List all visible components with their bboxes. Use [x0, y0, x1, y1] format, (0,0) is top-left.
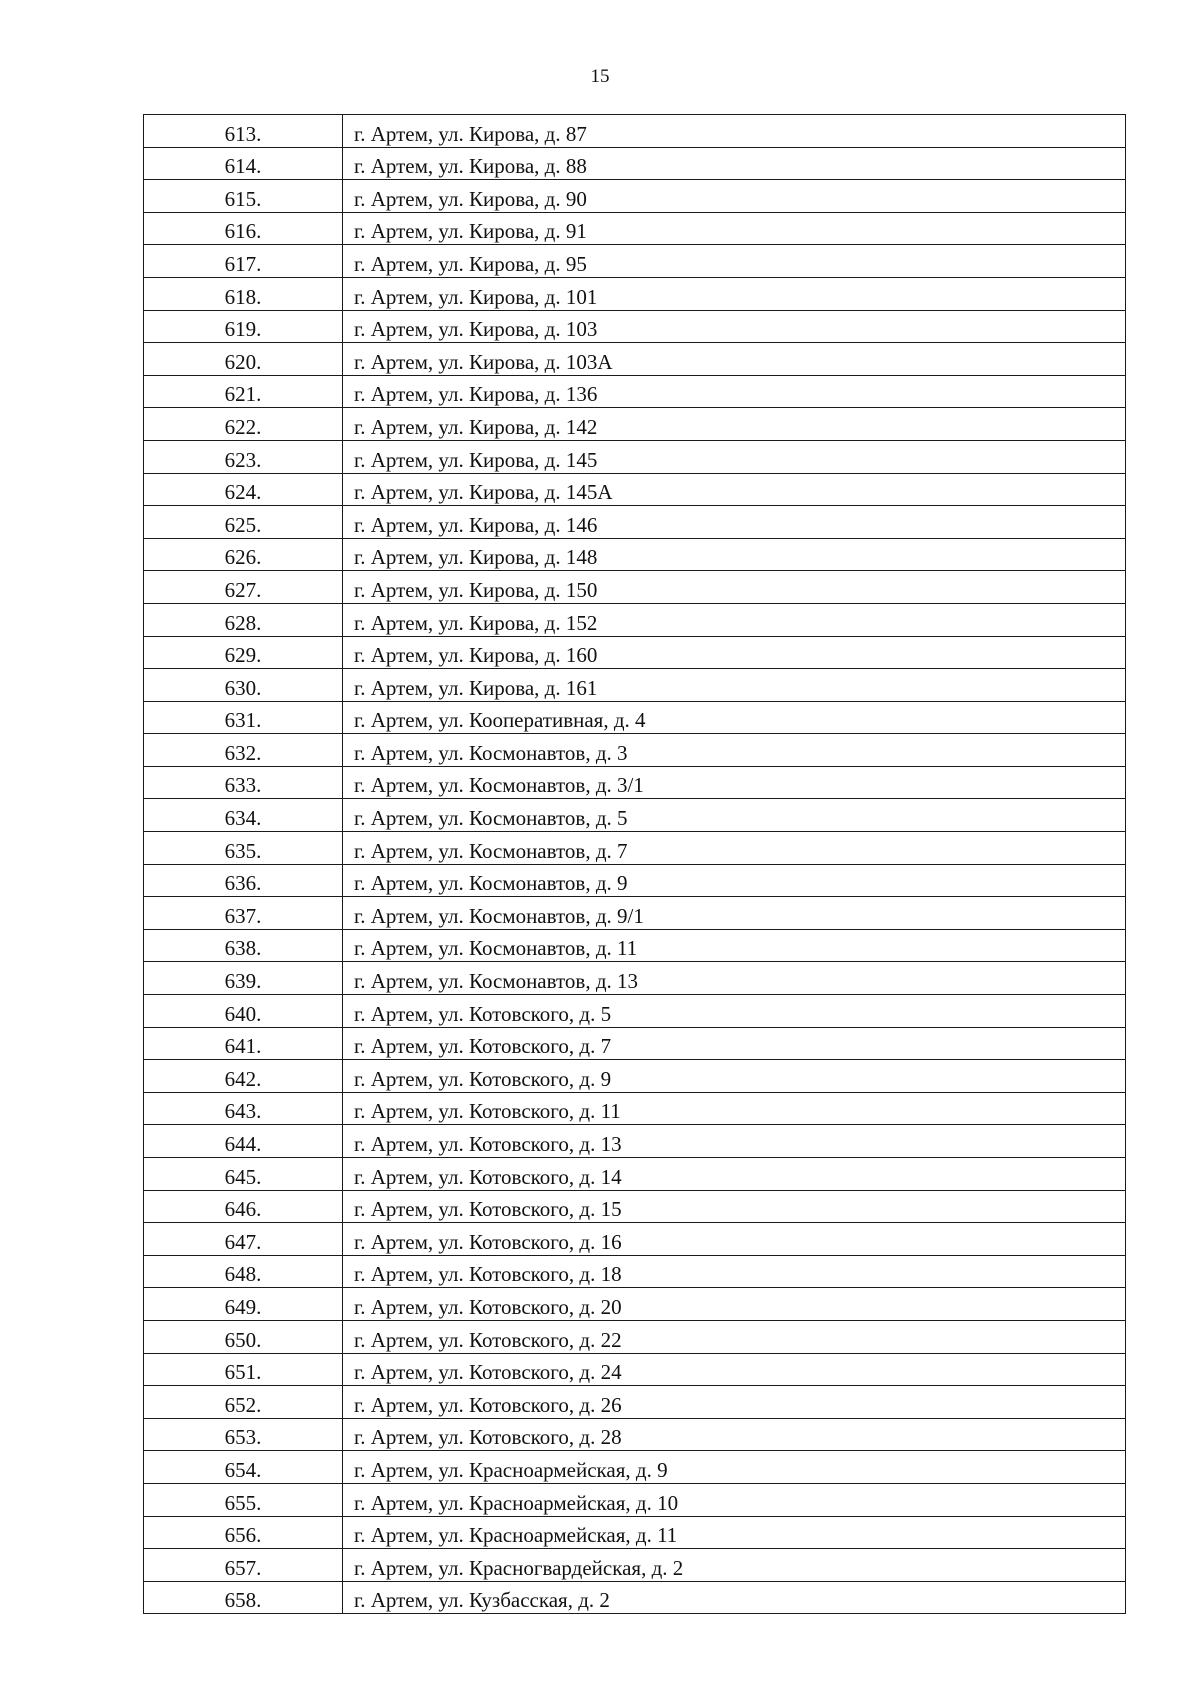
table-row	[144, 1223, 1126, 1256]
address-cell: г. Артем, ул. Кирова, д. 101	[343, 277, 1126, 310]
row-number-cell: 627.	[144, 571, 343, 604]
table-row	[144, 636, 1126, 669]
address-cell: г. Артем, ул. Котовского, д. 5	[343, 995, 1126, 1028]
table-row	[144, 929, 1126, 962]
table-row	[144, 864, 1126, 897]
address-cell: г. Артем, ул. Кирова, д. 91	[343, 212, 1126, 245]
table-row	[144, 701, 1126, 734]
address-cell: г. Артем, ул. Котовского, д. 15	[343, 1190, 1126, 1223]
row-number-cell: 618.	[144, 277, 343, 310]
table-row	[144, 506, 1126, 539]
table-row	[144, 1092, 1126, 1125]
table-row	[144, 1483, 1126, 1516]
row-number-cell: 613.	[144, 115, 343, 148]
row-number-cell: 654.	[144, 1451, 343, 1484]
row-number-cell: 652.	[144, 1386, 343, 1419]
address-cell: г. Артем, ул. Космонавтов, д. 5	[343, 799, 1126, 832]
row-number-cell: 628.	[144, 603, 343, 636]
address-cell: г. Артем, ул. Котовского, д. 13	[343, 1125, 1126, 1158]
address-cell: г. Артем, ул. Кирова, д. 148	[343, 538, 1126, 571]
address-cell: г. Артем, ул. Космонавтов, д. 3	[343, 734, 1126, 767]
address-cell: г. Артем, ул. Котовского, д. 11	[343, 1092, 1126, 1125]
row-number-cell: 623.	[144, 440, 343, 473]
table-row	[144, 147, 1126, 180]
row-number-cell: 616.	[144, 212, 343, 245]
address-cell: г. Артем, ул. Кирова, д. 150	[343, 571, 1126, 604]
address-cell: г. Артем, ул. Кирова, д. 90	[343, 180, 1126, 213]
row-number-cell: 634.	[144, 799, 343, 832]
table-row	[144, 1027, 1126, 1060]
row-number-cell: 637.	[144, 897, 343, 930]
row-number-cell: 631.	[144, 701, 343, 734]
address-cell: г. Артем, ул. Кирова, д. 88	[343, 147, 1126, 180]
address-cell: г. Артем, ул. Кирова, д. 136	[343, 375, 1126, 408]
address-cell: г. Артем, ул. Красноармейская, д. 10	[343, 1483, 1126, 1516]
row-number-cell: 626.	[144, 538, 343, 571]
table-row	[144, 277, 1126, 310]
table-row	[144, 375, 1126, 408]
row-number-cell: 651.	[144, 1353, 343, 1386]
row-number-cell: 656.	[144, 1516, 343, 1549]
address-cell: г. Артем, ул. Котовского, д. 22	[343, 1320, 1126, 1353]
row-number-cell: 647.	[144, 1223, 343, 1256]
table-row	[144, 408, 1126, 441]
row-number-cell: 620.	[144, 343, 343, 376]
row-number-cell: 641.	[144, 1027, 343, 1060]
address-cell: г. Артем, ул. Космонавтов, д. 9	[343, 864, 1126, 897]
row-number-cell: 633.	[144, 766, 343, 799]
address-cell: г. Артем, ул. Котовского, д. 24	[343, 1353, 1126, 1386]
address-cell: г. Артем, ул. Кирова, д. 145А	[343, 473, 1126, 506]
address-cell: г. Артем, ул. Кирова, д. 103А	[343, 343, 1126, 376]
table-row	[144, 1386, 1126, 1419]
table-row	[144, 1581, 1126, 1614]
row-number-cell: 617.	[144, 245, 343, 278]
row-number-cell: 657.	[144, 1549, 343, 1582]
row-number-cell: 621.	[144, 375, 343, 408]
row-number-cell: 638.	[144, 929, 343, 962]
address-cell: г. Артем, ул. Кирова, д. 161	[343, 669, 1126, 702]
row-number-cell: 653.	[144, 1418, 343, 1451]
address-cell: г. Артем, ул. Котовского, д. 28	[343, 1418, 1126, 1451]
table-row	[144, 734, 1126, 767]
address-cell: г. Артем, ул. Котовского, д. 7	[343, 1027, 1126, 1060]
page-number: 15	[590, 66, 610, 87]
table-row	[144, 603, 1126, 636]
row-number-cell: 615.	[144, 180, 343, 213]
row-number-cell: 635.	[144, 832, 343, 865]
row-number-cell: 649.	[144, 1288, 343, 1321]
address-cell: г. Артем, ул. Кирова, д. 103	[343, 310, 1126, 343]
row-number-cell: 619.	[144, 310, 343, 343]
row-number-cell: 630.	[144, 669, 343, 702]
row-number-cell: 632.	[144, 734, 343, 767]
address-cell: г. Артем, ул. Космонавтов, д. 3/1	[343, 766, 1126, 799]
address-cell: г. Артем, ул. Красноармейская, д. 9	[343, 1451, 1126, 1484]
row-number-cell: 658.	[144, 1581, 343, 1614]
row-number-cell: 624.	[144, 473, 343, 506]
address-cell: г. Артем, ул. Красногвардейская, д. 2	[343, 1549, 1126, 1582]
row-number-cell: 614.	[144, 147, 343, 180]
row-number-cell: 625.	[144, 506, 343, 539]
row-number-cell: 648.	[144, 1255, 343, 1288]
row-number-cell: 636.	[144, 864, 343, 897]
address-cell: г. Артем, ул. Кузбасская, д. 2	[343, 1581, 1126, 1614]
row-number-cell: 655.	[144, 1483, 343, 1516]
address-cell: г. Артем, ул. Кирова, д. 160	[343, 636, 1126, 669]
table-row	[144, 440, 1126, 473]
table-row	[144, 1158, 1126, 1191]
row-number-cell: 650.	[144, 1320, 343, 1353]
table-row	[144, 538, 1126, 571]
address-table	[143, 114, 1126, 1614]
table-row	[144, 571, 1126, 604]
table-row	[144, 245, 1126, 278]
address-cell: г. Артем, ул. Космонавтов, д. 7	[343, 832, 1126, 865]
table-row	[144, 1549, 1126, 1582]
address-cell: г. Артем, ул. Кирова, д. 152	[343, 603, 1126, 636]
address-cell: г. Артем, ул. Кирова, д. 146	[343, 506, 1126, 539]
table-row	[144, 962, 1126, 995]
table-row	[144, 212, 1126, 245]
table-row	[144, 343, 1126, 376]
address-cell: г. Артем, ул. Кооперативная, д. 4	[343, 701, 1126, 734]
address-cell: г. Артем, ул. Кирова, д. 87	[343, 115, 1126, 148]
table-row	[144, 1516, 1126, 1549]
row-number-cell: 644.	[144, 1125, 343, 1158]
table-row	[144, 832, 1126, 865]
table-row	[144, 1190, 1126, 1223]
table-row	[144, 310, 1126, 343]
row-number-cell: 645.	[144, 1158, 343, 1191]
address-cell: г. Артем, ул. Котовского, д. 9	[343, 1060, 1126, 1093]
row-number-cell: 640.	[144, 995, 343, 1028]
address-cell: г. Артем, ул. Котовского, д. 26	[343, 1386, 1126, 1419]
address-cell: г. Артем, ул. Красноармейская, д. 11	[343, 1516, 1126, 1549]
table-row	[144, 1060, 1126, 1093]
table-row	[144, 766, 1126, 799]
row-number-cell: 642.	[144, 1060, 343, 1093]
address-table-body	[144, 115, 1126, 1614]
row-number-cell: 646.	[144, 1190, 343, 1223]
row-number-cell: 639.	[144, 962, 343, 995]
table-row	[144, 897, 1126, 930]
table-row	[144, 473, 1126, 506]
table-row	[144, 115, 1126, 148]
address-cell: г. Артем, ул. Космонавтов, д. 13	[343, 962, 1126, 995]
table-row	[144, 1353, 1126, 1386]
address-cell: г. Артем, ул. Котовского, д. 16	[343, 1223, 1126, 1256]
table-row	[144, 1288, 1126, 1321]
table-row	[144, 995, 1126, 1028]
table-row	[144, 1418, 1126, 1451]
address-cell: г. Артем, ул. Кирова, д. 142	[343, 408, 1126, 441]
table-row	[144, 799, 1126, 832]
table-row	[144, 669, 1126, 702]
address-cell: г. Артем, ул. Котовского, д. 14	[343, 1158, 1126, 1191]
table-row	[144, 1451, 1126, 1484]
table-row	[144, 1255, 1126, 1288]
address-cell: г. Артем, ул. Котовского, д. 20	[343, 1288, 1126, 1321]
address-cell: г. Артем, ул. Кирова, д. 145	[343, 440, 1126, 473]
address-cell: г. Артем, ул. Космонавтов, д. 9/1	[343, 897, 1126, 930]
row-number-cell: 622.	[144, 408, 343, 441]
address-cell: г. Артем, ул. Котовского, д. 18	[343, 1255, 1126, 1288]
row-number-cell: 629.	[144, 636, 343, 669]
table-row	[144, 1320, 1126, 1353]
row-number-cell: 643.	[144, 1092, 343, 1125]
table-row	[144, 1125, 1126, 1158]
address-cell: г. Артем, ул. Кирова, д. 95	[343, 245, 1126, 278]
address-cell: г. Артем, ул. Космонавтов, д. 11	[343, 929, 1126, 962]
table-row	[144, 180, 1126, 213]
